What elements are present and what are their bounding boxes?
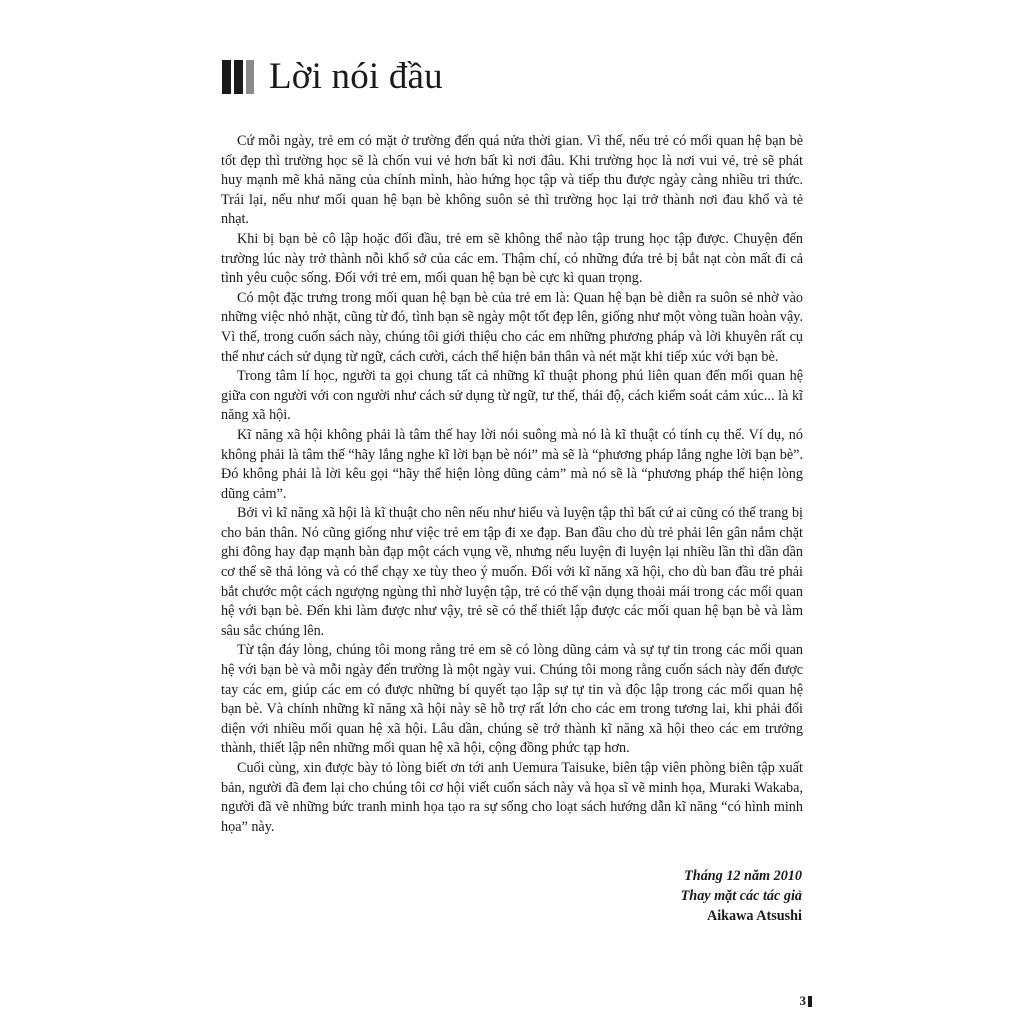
signature-on-behalf: Thay mặt các tác giả [680, 888, 802, 904]
paragraph-1: Cứ mỗi ngày, trẻ em có mặt ở trường đến quá nửa thời gian. Vì thế, nếu trẻ có mối quan hệ bạn bè tốt đẹp thì trường học sẽ là chốn vui vẻ hơn bất kì nơi đâu. Khi trường học là nơi vui vẻ, trẻ sẽ phát huy mạnh mẽ khả năng của chính mình, hào hứng học tập và tiếp thu được ngày càng nhiều tri thức. Trái lại, nếu như mối quan hệ bạn bè không suôn sẻ thì trường học lại trở thành nơi đau khổ và tẻ nhạt. [221, 133, 803, 228]
paragraph-4: Trong tâm lí học, người ta gọi chung tất cả những kĩ thuật phong phú liên quan đến mối quan hệ giữa con người với con người như cách sử dụng từ ngữ, tư thế, thái độ, cách kiểm soát cảm xúc... là kĩ năng xã hội. [221, 368, 803, 424]
paragraph-7: Từ tận đáy lòng, chúng tôi mong rằng trẻ em sẽ có lòng dũng cảm và sự tự tin trong các mối quan hệ với bạn bè và mỗi ngày đến trường là một ngày vui. Chúng tôi mong rằng cuốn sách này đến được tay các em, giúp các em có được những bí quyết tạo lập sự tự tin và độc lập trong các mối quan hệ bạn bè. Và chính những kĩ năng xã hội này sẽ hỗ trợ rất lớn cho các em trong tương lai, khi phải đối diện với nhiều mối quan hệ xã hội. Lâu dần, chúng sẽ trở thành kĩ năng xã hội theo các em trưởng thành, thiết lập nên những mối quan hệ xã hội, cộng đồng phức tạp hơn. [221, 642, 803, 757]
signature-date: Tháng 12 năm 2010 [684, 868, 802, 884]
page-number [800, 993, 813, 1009]
preface-body [221, 132, 803, 837]
page-marker-icon [808, 996, 812, 1007]
chapter-heading [222, 52, 443, 102]
paragraph-2: Khi bị bạn bè cô lập hoặc đối đầu, trẻ em sẽ không thể nào tập trung học tập được. Chuyện đến trường lúc này trở thành nỗi khổ sở của các em. Thậm chí, có những đứa trẻ bị bắt nạt còn mất đi cả tình yêu cuộc sống. Đối với trẻ em, mối quan hệ bạn bè cực kì quan trọng. [221, 230, 803, 287]
paragraph-5: Kĩ năng xã hội không phải là tâm thế hay lời nói suông mà nó là kĩ thuật có tính cụ thể. Ví dụ, nó không phải là tâm thế “hãy lắng nghe kĩ lời bạn bè nói” mà sẽ là “phương pháp lắng nghe lời bạn bè”. Đó không phải là lời kêu gọi “hãy thể hiện lòng dũng cảm” mà nó sẽ là “phương pháp thể hiện lòng dũng cảm”. [221, 426, 803, 502]
page-title: Lời nói đầu [269, 56, 443, 97]
signature-block [681, 866, 802, 926]
heading-bars-icon [222, 60, 257, 94]
paragraph-6: Bởi vì kĩ năng xã hội là kĩ thuật cho nên nếu như hiểu và luyện tập thì bất cứ ai cũng có thể trang bị cho bản thân. Nó cũng giống như việc trẻ em tập đi xe đạp. Ban đầu cho dù trẻ phải lên gân nắm chặt ghi đông hay đạp mạnh bàn đạp một cách vụng về, nhưng nếu luyện đi luyện lại nhiều lần thì dần dần cơ thể sẽ thả lỏng và có thể chạy xe tùy theo ý muốn. Đối với kĩ năng xã hội, cho dù ban đầu trẻ phải bắt chước một cách ngượng ngùng thì nhờ luyện tập, trẻ có thể vận dụng thoải mái trong các mối quan hệ với bạn bè. Đến khi làm được như vậy, trẻ sẽ có thể thiết lập được các mối quan hệ bạn bè và làm sâu sắc chúng lên. [221, 505, 803, 639]
paragraph-3: Có một đặc trưng trong mối quan hệ bạn bè của trẻ em là: Quan hệ bạn bè diễn ra suôn sẻ nhờ vào những việc nhỏ nhặt, cũng từ đó, tình bạn sẽ ngày một tốt đẹp lên, giống như một vòng tuần hoàn vậy. Vì thế, trong cuốn sách này, chúng tôi giới thiệu cho các em những phương pháp và lời khuyên rất cụ thể như cách sử dụng từ ngữ, cách cười, cách thể hiện bản thân và nét mặt khi tiếp xúc với bạn bè. [221, 289, 803, 365]
paragraph-8: Cuối cùng, xin được bày tỏ lòng biết ơn tới anh Uemura Taisuke, biên tập viên phòng biên tập xuất bản, người đã đem lại cho chúng tôi cơ hội viết cuốn sách này và họa sĩ vẽ minh họa, Muraki Wakaba, người đã vẽ những bức tranh minh họa tạo ra sự sống cho loạt sách hướng dẫn kĩ năng “có hình minh họa” này. [221, 760, 803, 835]
signature-author: Aikawa Atsushi [706, 908, 802, 924]
page-number-text: 3 [799, 993, 806, 1008]
